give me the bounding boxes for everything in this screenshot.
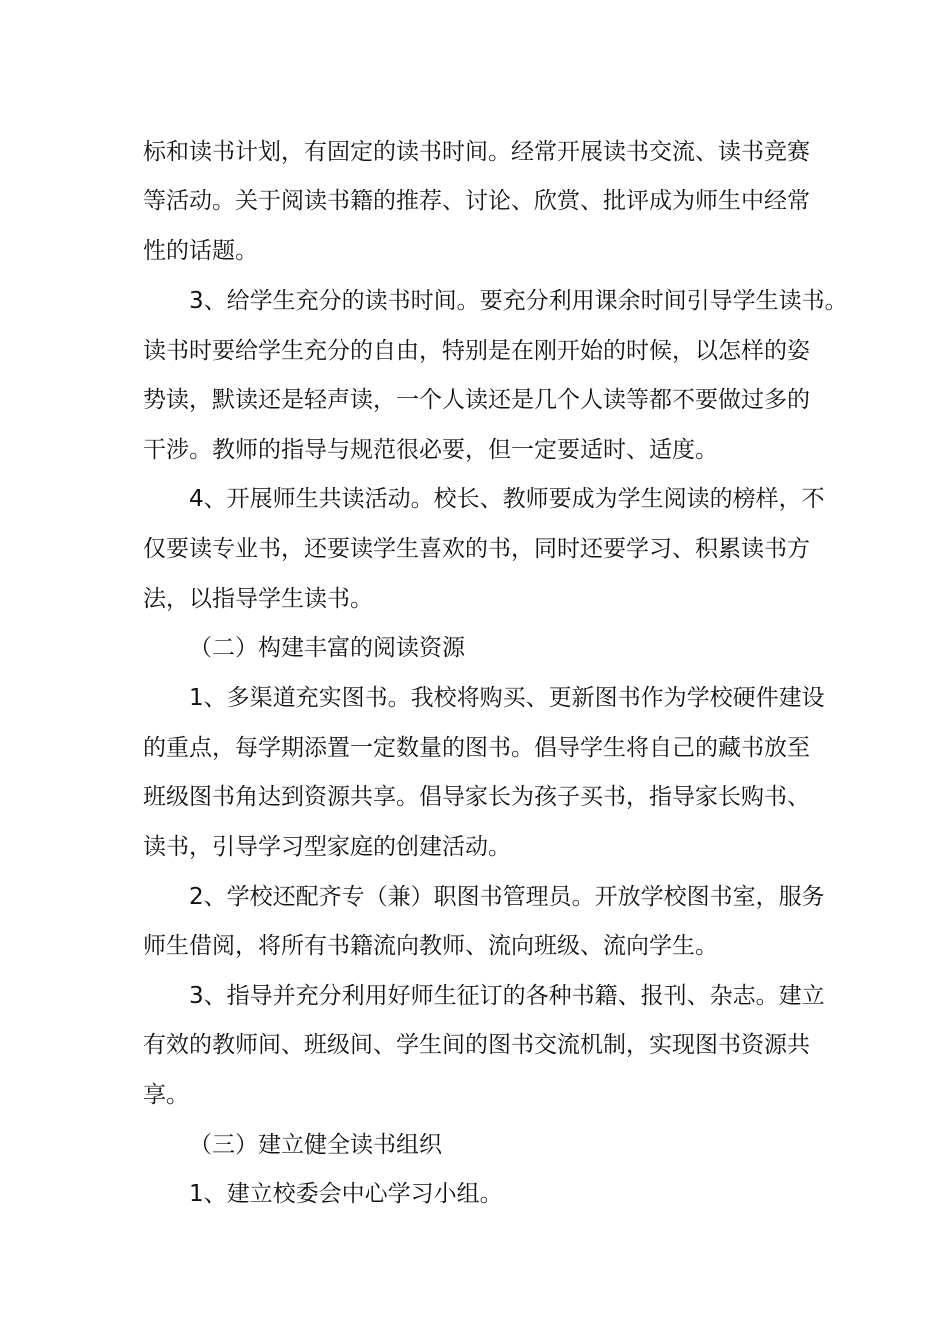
text-line: 4、开展师生共读活动。校长、教师要成为学生阅读的榜样，不 xyxy=(189,486,825,512)
section-heading: （二）构建丰富的阅读资源 xyxy=(189,635,465,661)
text-line: 标和读书计划，有固定的读书时间。经常开展读书交流、读书竞赛 xyxy=(143,139,810,165)
text-line: 1、建立校委会中心学习小组。 xyxy=(189,1181,503,1207)
text-line: 法，以指导学生读书。 xyxy=(143,586,373,612)
text-line: 1、多渠道充实图书。我校将购买、更新图书作为学校硬件建设 xyxy=(189,685,825,711)
text-line: 2、学校还配齐专（兼）职图书管理员。开放学校图书室，服务 xyxy=(189,884,825,910)
text-line: 性的话题。 xyxy=(143,238,258,264)
text-line: 3、指导并充分利用好师生征订的各种书籍、报刊、杂志。建立 xyxy=(189,983,825,1009)
text-line: 有效的教师间、班级间、学生间的图书交流机制，实现图书资源共 xyxy=(143,1032,810,1058)
text-line: 仅要读专业书，还要读学生喜欢的书，同时还要学习、积累读书方 xyxy=(143,536,810,562)
text-line: 班级图书角达到资源共享。倡导家长为孩子买书，指导家长购书、 xyxy=(143,784,810,810)
text-line: 干涉。教师的指导与规范很必要，但一定要适时、适度。 xyxy=(143,437,718,463)
text-line: 享。 xyxy=(143,1082,189,1108)
text-line: 的重点，每学期添置一定数量的图书。倡导学生将自己的藏书放至 xyxy=(143,735,810,761)
text-line: 势读，默读还是轻声读，一个人读还是几个人读等都不要做过多的 xyxy=(143,387,810,413)
text-line: 师生借阅，将所有书籍流向教师、流向班级、流向学生。 xyxy=(143,933,718,959)
text-line: 3、给学生充分的读书时间。要充分利用课余时间引导学生读书。 xyxy=(189,288,848,314)
section-heading: （三）建立健全读书组织 xyxy=(189,1132,442,1158)
text-line: 读书时要给学生充分的自由，特别是在刚开始的时候，以怎样的姿 xyxy=(143,338,810,364)
text-line: 读书，引导学习型家庭的创建活动。 xyxy=(143,834,511,860)
text-line: 等活动。关于阅读书籍的推荐、讨论、欣赏、批评成为师生中经常 xyxy=(143,188,810,214)
